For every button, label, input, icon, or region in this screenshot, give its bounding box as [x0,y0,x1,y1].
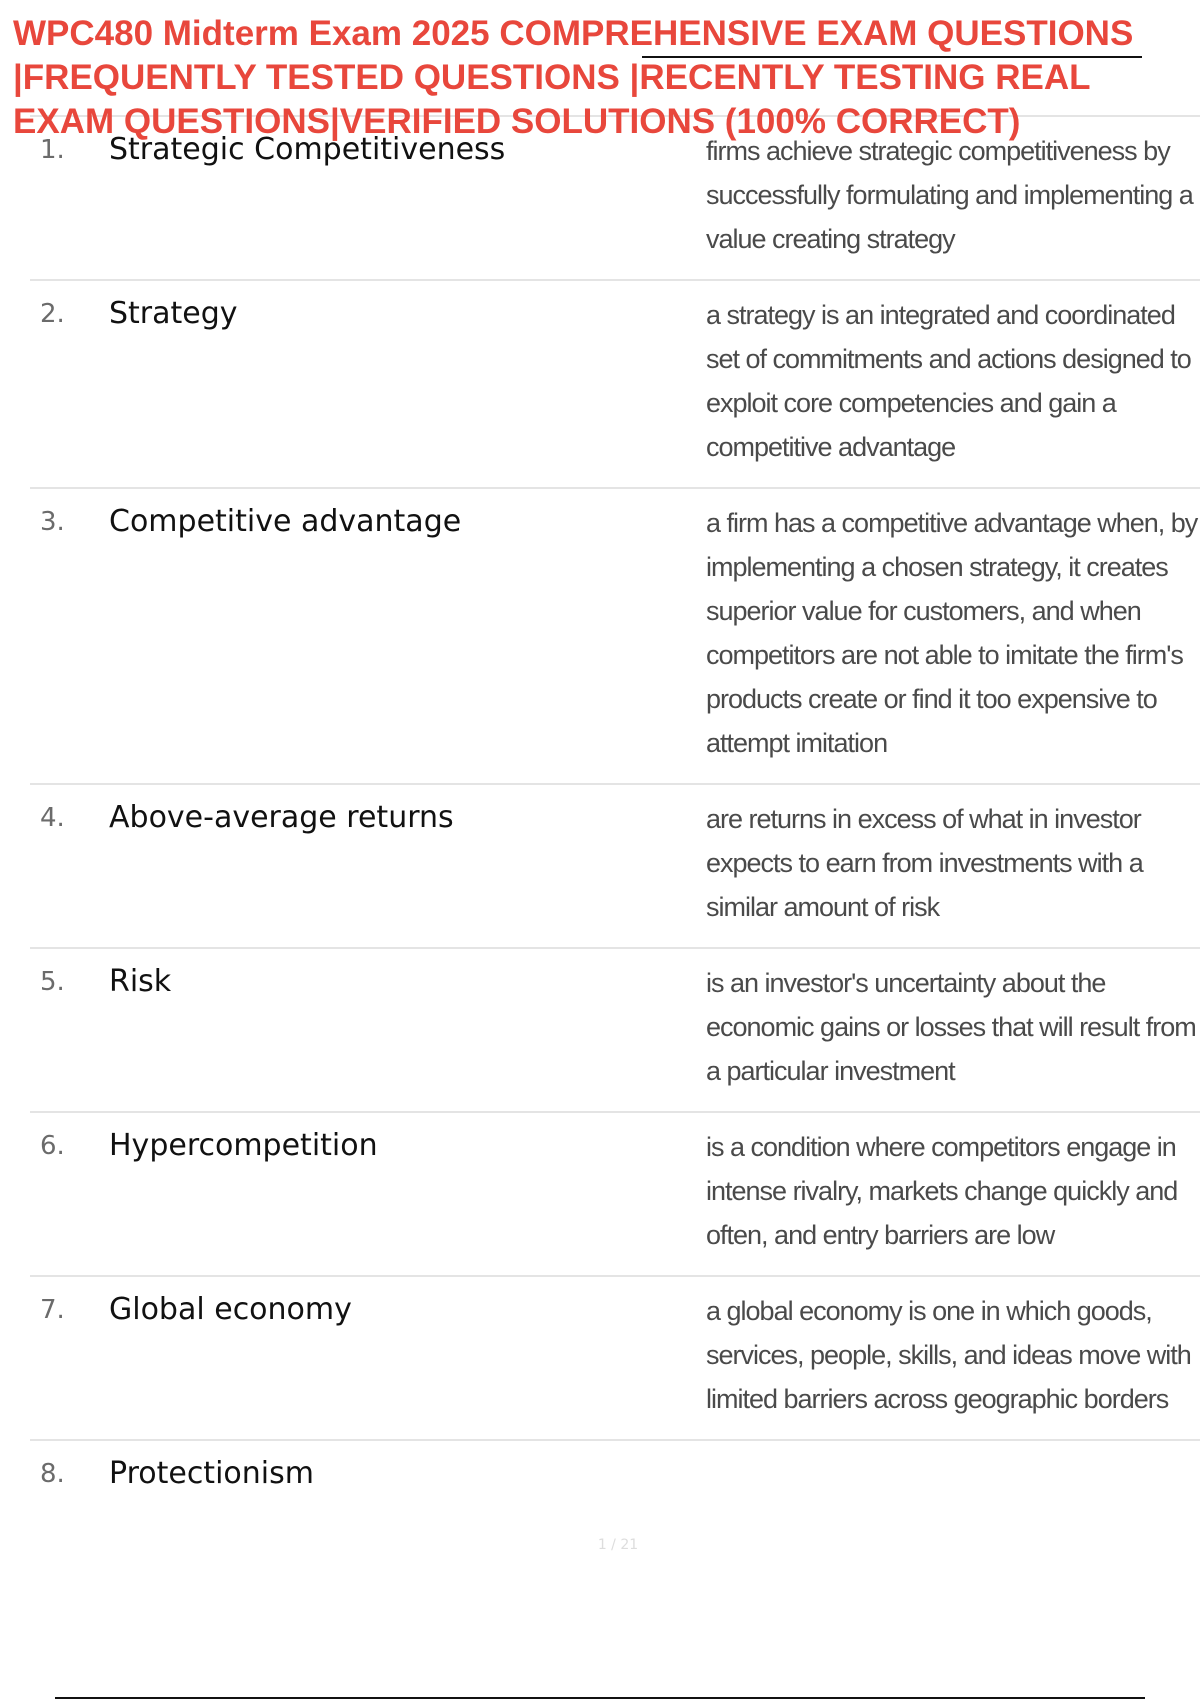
term-name: Protectionism [109,1456,314,1491]
term-number: 7. [40,1295,65,1325]
term-number: 4. [40,803,65,833]
term-definition: are returns in excess of what in investor expects to earn from investments with a similar amount of risk [706,804,1143,922]
term-number: 5. [40,967,65,997]
term-name: Competitive advantage [109,504,462,539]
term-name: Above-average returns [109,800,454,835]
table-row [30,489,1200,785]
term-number: 3. [40,507,65,537]
title-line-2: |FREQUENTLY TESTED QUESTIONS |RECENTLY TESTING REAL [13,58,1091,97]
table-row [30,1113,1200,1277]
term-definition: is a condition where competitors engage in intense rivalry, markets change quickly and often, and entry barriers are low [706,1132,1178,1250]
term-name: Hypercompetition [109,1128,378,1163]
term-definition: is an investor's uncertainty about the economic gains or losses that will result from a particular investment [706,968,1196,1086]
title-line-1: WPC480 Midterm Exam 2025 COMPREHENSIVE EXAM QUESTIONS [13,14,1134,53]
table-row [30,1441,1200,1515]
term-name: Risk [109,964,172,999]
table-row [30,281,1200,489]
term-definition: a global economy is one in which goods, services, people, skills, and ideas move with limited barriers across geographic borders [706,1296,1191,1414]
page-number: 1 / 21 [597,1537,639,1553]
term-number: 8. [40,1459,65,1489]
table-row [30,949,1200,1113]
term-name: Strategic Competitiveness [109,132,506,167]
term-number: 2. [40,299,65,329]
term-number: 6. [40,1131,65,1161]
terms-table [30,115,1200,1515]
term-definition: firms achieve strategic competitiveness by successfully formulating and implementing a value creating strategy [706,136,1193,254]
term-name: Global economy [109,1292,352,1327]
term-definition: a firm has a competitive advantage when, by implementing a chosen strategy, it creates superior value for customers, and when competitors are not able to imitate the firm's products create or find it too expensive to attempt imitation [706,508,1198,758]
title-line-3: EXAM QUESTIONS|VERIFIED SOLUTIONS (100% CORRECT) [13,102,1021,141]
term-definition: a strategy is an integrated and coordinated set of commitments and actions designed to exploit core competencies and gain a competitive advantage [706,300,1191,462]
table-row [30,1277,1200,1441]
page-title [13,12,1193,144]
table-row [30,785,1200,949]
footer-divider [55,1697,1145,1699]
term-name: Strategy [109,296,238,331]
term-number: 1. [40,135,65,165]
term-definition [706,1441,1200,1515]
